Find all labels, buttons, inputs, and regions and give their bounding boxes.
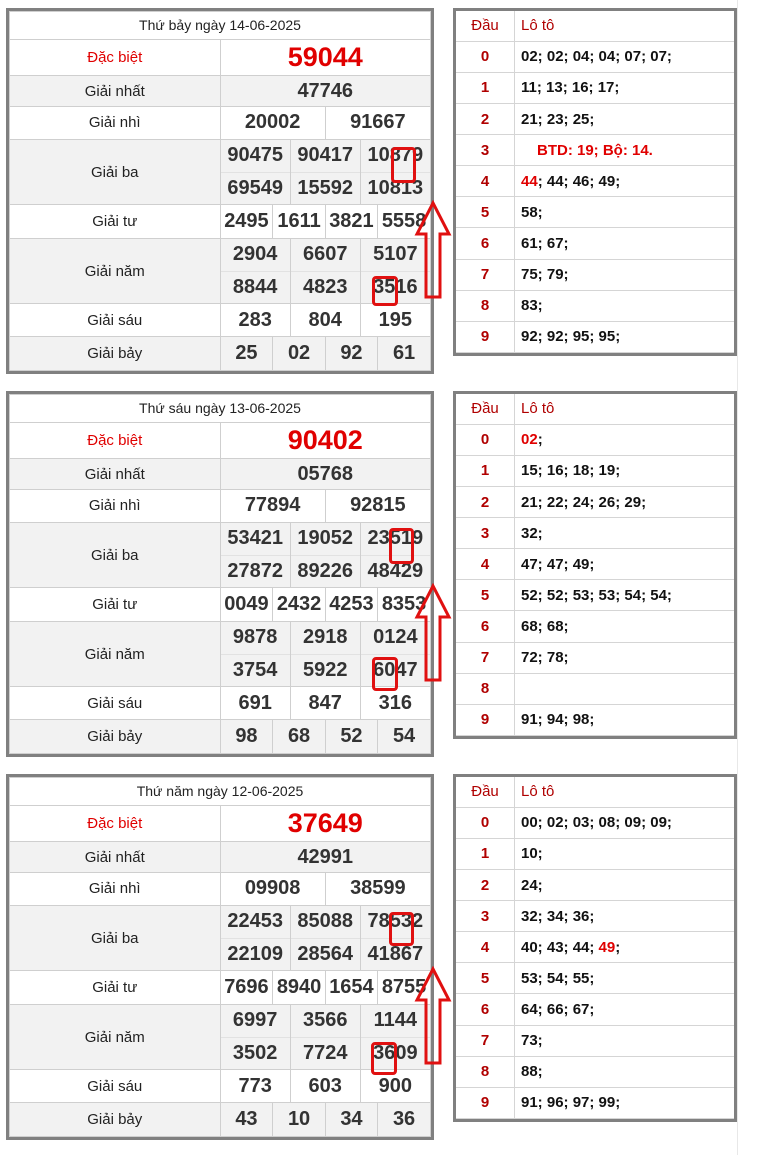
loto-row bbox=[456, 1087, 734, 1118]
loto-row bbox=[456, 518, 734, 549]
prize-number: 8844 bbox=[221, 271, 291, 303]
label-giai-sau: Giải sáu bbox=[10, 304, 221, 337]
label-giai-ba: Giải ba bbox=[10, 139, 221, 204]
prize-number: 77894 bbox=[244, 494, 301, 517]
label-giai-nhat: Giải nhất bbox=[10, 842, 221, 873]
loto-head-dau: Đầu bbox=[456, 394, 515, 424]
loto-values bbox=[515, 41, 735, 72]
prize-number: 6047 bbox=[360, 654, 430, 686]
prize-number: 3754 bbox=[221, 654, 291, 686]
highlight-box bbox=[389, 528, 414, 564]
loto-values-text: 75; 79; bbox=[521, 266, 569, 284]
loto-row bbox=[456, 228, 734, 259]
draw-section bbox=[0, 0, 759, 370]
label-giai-ba: Giải ba bbox=[10, 522, 221, 587]
loto-dau: 6 bbox=[456, 611, 515, 642]
loto-head-loto: Lô tô bbox=[515, 777, 735, 807]
loto-values-text: 11; 13; 16; 17; bbox=[521, 79, 620, 97]
label-dac-biet: Đặc biệt bbox=[10, 422, 221, 459]
loto-row bbox=[456, 932, 734, 963]
prize-number: 3502 bbox=[221, 1037, 291, 1069]
up-arrow-annotation-icon bbox=[414, 583, 452, 683]
loto-values bbox=[515, 166, 735, 197]
loto-values-text: ; bbox=[615, 938, 621, 956]
draw-date-title: Thứ bảy ngày 14-06-2025 bbox=[10, 12, 431, 40]
loto-values-text: 00; 02; 03; 08; 09; 09; bbox=[521, 814, 672, 832]
loto-values-text: 91; 94; 98; bbox=[521, 711, 595, 729]
loto-values bbox=[515, 1056, 735, 1087]
prize-number: 1611 bbox=[273, 205, 325, 238]
prize-number: 27872 bbox=[221, 555, 291, 587]
prize-number: 0124 bbox=[360, 622, 430, 654]
prize-number: 92 bbox=[325, 337, 377, 370]
prize-number: 283 bbox=[238, 308, 272, 331]
loto-row bbox=[456, 486, 734, 517]
loto-values bbox=[515, 642, 735, 673]
loto-head-loto: Lô tô bbox=[515, 11, 735, 41]
loto-values-text: 15; 16; 18; 19; bbox=[521, 462, 621, 480]
loto-dau: 9 bbox=[456, 321, 515, 352]
label-giai-tu: Giải tư bbox=[10, 588, 221, 622]
loto-dau: 2 bbox=[456, 103, 515, 134]
loto-row bbox=[456, 611, 734, 642]
loto-dau: 0 bbox=[456, 41, 515, 72]
prize-number: 48429 bbox=[360, 555, 430, 587]
loto-dau: 7 bbox=[456, 259, 515, 290]
loto-values bbox=[515, 228, 735, 259]
prize-number: 195 bbox=[360, 304, 430, 336]
loto-values-text: 64; 66; 67; bbox=[521, 1000, 595, 1018]
loto-row bbox=[456, 197, 734, 228]
label-giai-tu: Giải tư bbox=[10, 205, 221, 239]
label-giai-nhi: Giải nhì bbox=[10, 107, 221, 140]
loto-dau: 6 bbox=[456, 994, 515, 1025]
prize-number: 41867 bbox=[360, 938, 430, 970]
loto-values-text: 21; 23; 25; bbox=[521, 110, 595, 128]
loto-values-text: 68; 68; bbox=[521, 617, 569, 635]
up-arrow-annotation-icon bbox=[414, 200, 452, 300]
loto-row bbox=[456, 1056, 734, 1087]
result-table bbox=[6, 391, 434, 757]
prize-number: 0049 bbox=[224, 593, 269, 616]
prize-number: 22453 bbox=[221, 906, 291, 938]
label-dac-biet: Đặc biệt bbox=[10, 39, 221, 76]
loto-dau: 4 bbox=[456, 932, 515, 963]
loto-values bbox=[515, 611, 735, 642]
loto-values bbox=[515, 321, 735, 352]
prize-number: 85088 bbox=[290, 906, 360, 938]
loto-row bbox=[456, 72, 734, 103]
loto-dau: 1 bbox=[456, 455, 515, 486]
loto-values bbox=[515, 197, 735, 228]
loto-values-text: 10; bbox=[521, 845, 543, 863]
loto-row bbox=[456, 290, 734, 321]
loto-values bbox=[515, 1025, 735, 1056]
prize-number: 02 bbox=[273, 337, 325, 370]
label-giai-nam: Giải năm bbox=[10, 622, 221, 687]
loto-highlight: 49 bbox=[598, 938, 616, 956]
label-giai-nhat: Giải nhất bbox=[10, 459, 221, 490]
loto-row bbox=[456, 963, 734, 994]
loto-row bbox=[456, 321, 734, 352]
loto-note: BTD: 19; Bộ: 14. bbox=[537, 141, 653, 159]
prize-number: 4253 bbox=[325, 588, 377, 621]
loto-values bbox=[515, 72, 735, 103]
label-giai-tu: Giải tư bbox=[10, 971, 221, 1005]
label-giai-nhi: Giải nhì bbox=[10, 873, 221, 906]
loto-dau: 2 bbox=[456, 869, 515, 900]
prize-number: 1144 bbox=[360, 1005, 430, 1037]
loto-row bbox=[456, 135, 734, 166]
prize-number: 69549 bbox=[221, 172, 291, 204]
prize-number: 2918 bbox=[290, 622, 360, 654]
prize-number: 4823 bbox=[290, 271, 360, 303]
prize-number: 3609 bbox=[360, 1037, 430, 1069]
prize-number: 61 bbox=[378, 337, 430, 370]
prize-number: 2495 bbox=[224, 210, 269, 233]
loto-values-pre: 40; 43; 44; bbox=[521, 938, 599, 956]
prize-number: 9878 bbox=[221, 622, 291, 654]
loto-values bbox=[515, 259, 735, 290]
loto-values-text: 21; 22; 24; 26; 29; bbox=[521, 493, 647, 511]
loto-values bbox=[515, 932, 735, 963]
prize-number: 3516 bbox=[360, 271, 430, 303]
prize-number: 34 bbox=[325, 1103, 377, 1136]
loto-dau: 8 bbox=[456, 1056, 515, 1087]
loto-dau: 9 bbox=[456, 704, 515, 735]
loto-values-text: 91; 96; 97; 99; bbox=[521, 1094, 621, 1112]
prize-number: 900 bbox=[360, 1070, 430, 1102]
loto-row bbox=[456, 1025, 734, 1056]
loto-row bbox=[456, 994, 734, 1025]
loto-values-text: ; bbox=[537, 431, 543, 449]
prize-number: 1654 bbox=[325, 971, 377, 1004]
label-dac-biet: Đặc biệt bbox=[10, 805, 221, 842]
label-giai-sau: Giải sáu bbox=[10, 687, 221, 720]
loto-dau: 6 bbox=[456, 228, 515, 259]
prize-number: 09908 bbox=[244, 877, 301, 900]
loto-table bbox=[453, 774, 737, 1122]
loto-values bbox=[515, 838, 735, 869]
loto-row bbox=[456, 580, 734, 611]
label-giai-nhat: Giải nhất bbox=[10, 76, 221, 107]
prize-number: 10879 bbox=[360, 140, 430, 172]
first-prize-number: 47746 bbox=[220, 76, 431, 107]
prize-number: 20002 bbox=[244, 111, 301, 134]
prize-number: 847 bbox=[290, 687, 360, 719]
prize-number: 15592 bbox=[290, 172, 360, 204]
prize-number: 10 bbox=[273, 1103, 325, 1136]
loto-dau: 1 bbox=[456, 72, 515, 103]
highlight-box bbox=[372, 276, 398, 306]
loto-head-loto: Lô tô bbox=[515, 394, 735, 424]
loto-dau: 3 bbox=[456, 901, 515, 932]
loto-dau: 3 bbox=[456, 518, 515, 549]
loto-values-text: 73; bbox=[521, 1032, 543, 1050]
loto-values bbox=[515, 901, 735, 932]
result-table bbox=[6, 8, 434, 374]
prize-number: 10813 bbox=[360, 172, 430, 204]
prize-number: 98 bbox=[221, 720, 273, 753]
prize-number: 90417 bbox=[290, 140, 360, 172]
loto-values-text: 24; bbox=[521, 876, 543, 894]
prize-number: 52 bbox=[325, 720, 377, 753]
prize-number: 91667 bbox=[325, 107, 430, 139]
draw-section bbox=[0, 766, 759, 1136]
loto-values-text: 83; bbox=[521, 297, 543, 315]
special-prize-number: 90402 bbox=[220, 422, 431, 459]
loto-dau: 1 bbox=[456, 838, 515, 869]
prize-number: 8353 bbox=[378, 588, 430, 621]
loto-dau: 7 bbox=[456, 642, 515, 673]
loto-values bbox=[515, 486, 735, 517]
loto-row bbox=[456, 103, 734, 134]
loto-row bbox=[456, 642, 734, 673]
loto-row bbox=[456, 166, 734, 197]
loto-row bbox=[456, 807, 734, 838]
label-giai-nam: Giải năm bbox=[10, 239, 221, 304]
label-giai-bay: Giải bảy bbox=[10, 337, 221, 371]
prize-number: 8940 bbox=[273, 971, 325, 1004]
prize-number: 38599 bbox=[325, 873, 430, 905]
prize-number: 316 bbox=[360, 687, 430, 719]
prize-number: 5922 bbox=[290, 654, 360, 686]
loto-values bbox=[515, 807, 735, 838]
first-prize-number: 05768 bbox=[220, 459, 431, 490]
prize-number: 22109 bbox=[221, 938, 291, 970]
loto-values bbox=[515, 549, 735, 580]
loto-values-text: 61; 67; bbox=[521, 234, 569, 252]
draw-section bbox=[0, 383, 759, 753]
label-giai-nhi: Giải nhì bbox=[10, 490, 221, 523]
loto-dau: 2 bbox=[456, 486, 515, 517]
prize-number: 78532 bbox=[360, 906, 430, 938]
result-table bbox=[6, 774, 434, 1140]
prize-number: 5558 bbox=[378, 205, 430, 238]
loto-row bbox=[456, 259, 734, 290]
loto-values-text: 58; bbox=[521, 203, 543, 221]
prize-number: 5107 bbox=[360, 239, 430, 271]
loto-values bbox=[515, 455, 735, 486]
loto-dau: 5 bbox=[456, 580, 515, 611]
loto-row bbox=[456, 41, 734, 72]
label-giai-sau: Giải sáu bbox=[10, 1070, 221, 1103]
prize-number: 3566 bbox=[290, 1005, 360, 1037]
loto-values bbox=[515, 518, 735, 549]
loto-values-text: 32; bbox=[521, 524, 543, 542]
label-giai-nam: Giải năm bbox=[10, 1005, 221, 1070]
loto-values bbox=[515, 424, 735, 455]
loto-dau: 7 bbox=[456, 1025, 515, 1056]
loto-values bbox=[515, 103, 735, 134]
special-prize-number: 37649 bbox=[220, 805, 431, 842]
highlight-box bbox=[389, 912, 414, 946]
loto-head-dau: Đầu bbox=[456, 11, 515, 41]
loto-row bbox=[456, 869, 734, 900]
prize-number: 19052 bbox=[290, 523, 360, 555]
loto-values bbox=[515, 580, 735, 611]
loto-values bbox=[515, 963, 735, 994]
prize-number: 603 bbox=[290, 1070, 360, 1102]
loto-values-text: ; 44; 46; 49; bbox=[537, 172, 621, 190]
loto-values bbox=[515, 869, 735, 900]
prize-number: 89226 bbox=[290, 555, 360, 587]
loto-values bbox=[515, 135, 735, 166]
loto-values-text: 92; 92; 95; 95; bbox=[521, 328, 621, 346]
loto-dau: 9 bbox=[456, 1087, 515, 1118]
loto-head-dau: Đầu bbox=[456, 777, 515, 807]
loto-dau: 0 bbox=[456, 424, 515, 455]
loto-row bbox=[456, 673, 734, 704]
loto-values-text: 32; 34; 36; bbox=[521, 907, 595, 925]
prize-number: 8755 bbox=[378, 971, 430, 1004]
loto-row bbox=[456, 549, 734, 580]
loto-dau: 3 bbox=[456, 135, 515, 166]
loto-values-text: 52; 52; 53; 53; 54; 54; bbox=[521, 586, 672, 604]
draw-date-title: Thứ năm ngày 12-06-2025 bbox=[10, 778, 431, 806]
loto-row bbox=[456, 455, 734, 486]
loto-dau: 0 bbox=[456, 807, 515, 838]
highlight-box bbox=[371, 1042, 397, 1075]
prize-number: 773 bbox=[238, 1074, 272, 1097]
highlight-box bbox=[391, 147, 416, 183]
loto-dau: 8 bbox=[456, 290, 515, 321]
prize-number: 804 bbox=[290, 304, 360, 336]
prize-number: 691 bbox=[238, 691, 272, 714]
loto-table bbox=[453, 391, 737, 739]
up-arrow-annotation-icon bbox=[414, 966, 452, 1066]
prize-number: 6607 bbox=[290, 239, 360, 271]
prize-number: 90475 bbox=[221, 140, 291, 172]
prize-number: 43 bbox=[221, 1103, 273, 1136]
loto-dau: 4 bbox=[456, 549, 515, 580]
prize-number: 68 bbox=[273, 720, 325, 753]
highlight-box bbox=[372, 657, 398, 691]
prize-number: 25 bbox=[221, 337, 273, 370]
loto-row bbox=[456, 901, 734, 932]
loto-dau: 8 bbox=[456, 673, 515, 704]
loto-highlight: 02 bbox=[521, 431, 538, 449]
loto-values-text: 02; 02; 04; 04; 07; 07; bbox=[521, 48, 672, 66]
prize-number: 7724 bbox=[290, 1037, 360, 1069]
special-prize-number: 59044 bbox=[220, 39, 431, 76]
loto-highlight: 44 bbox=[521, 172, 538, 190]
loto-dau: 4 bbox=[456, 166, 515, 197]
prize-number: 7696 bbox=[224, 976, 269, 999]
prize-number: 23519 bbox=[360, 523, 430, 555]
prize-number: 28564 bbox=[290, 938, 360, 970]
prize-number: 54 bbox=[378, 720, 430, 753]
draw-date-title: Thứ sáu ngày 13-06-2025 bbox=[10, 395, 431, 423]
first-prize-number: 42991 bbox=[220, 842, 431, 873]
loto-values-text: 88; bbox=[521, 1063, 543, 1081]
loto-values bbox=[515, 994, 735, 1025]
loto-values bbox=[515, 673, 735, 704]
loto-values bbox=[515, 290, 735, 321]
loto-values-text: 53; 54; 55; bbox=[521, 969, 595, 987]
loto-values bbox=[515, 1087, 735, 1118]
prize-number: 36 bbox=[378, 1103, 430, 1136]
loto-table bbox=[453, 8, 737, 356]
loto-row bbox=[456, 838, 734, 869]
loto-row bbox=[456, 704, 734, 735]
loto-dau: 5 bbox=[456, 963, 515, 994]
loto-values bbox=[515, 704, 735, 735]
label-giai-bay: Giải bảy bbox=[10, 1103, 221, 1137]
prize-number: 2904 bbox=[221, 239, 291, 271]
loto-values-text: 47; 47; 49; bbox=[521, 555, 595, 573]
loto-values-text: 72; 78; bbox=[521, 649, 569, 667]
prize-number: 53421 bbox=[221, 523, 291, 555]
label-giai-bay: Giải bảy bbox=[10, 720, 221, 754]
label-giai-ba: Giải ba bbox=[10, 905, 221, 970]
prize-number: 3821 bbox=[325, 205, 377, 238]
loto-dau: 5 bbox=[456, 197, 515, 228]
prize-number: 92815 bbox=[325, 490, 430, 522]
loto-row bbox=[456, 424, 734, 455]
prize-number: 2432 bbox=[273, 588, 325, 621]
prize-number: 6997 bbox=[221, 1005, 291, 1037]
